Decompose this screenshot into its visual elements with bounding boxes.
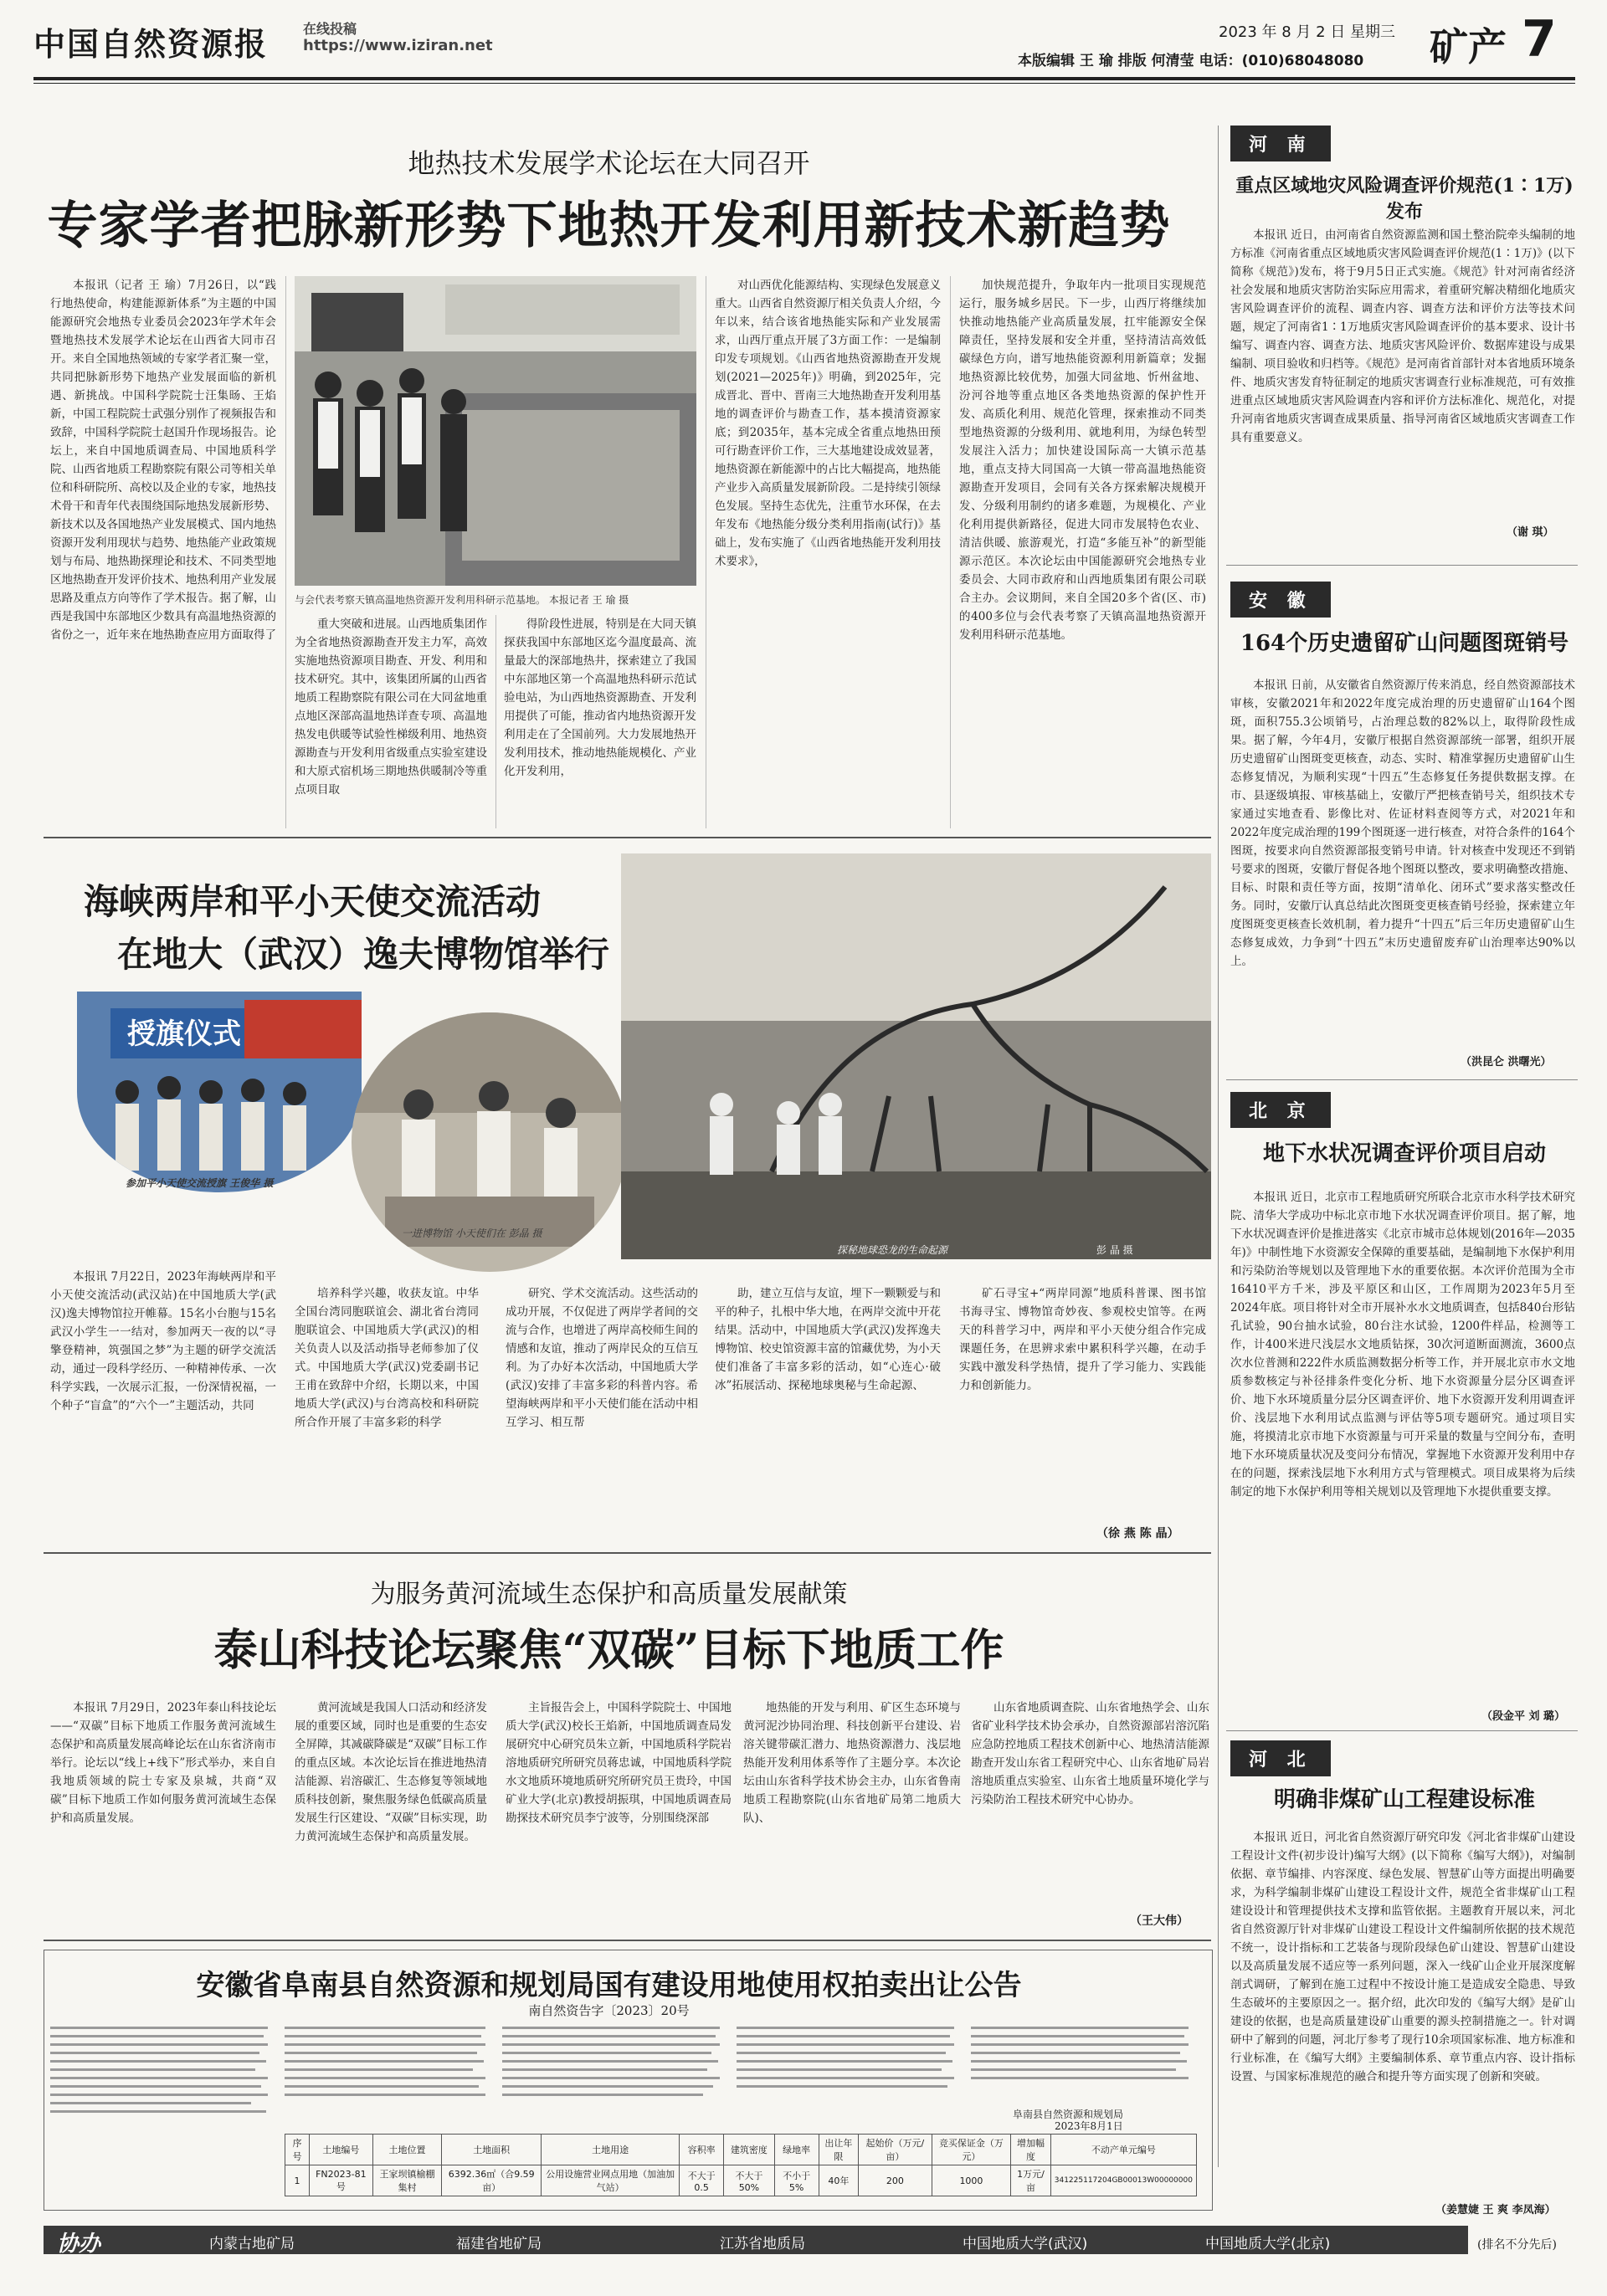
article3-kicker: 为服务黄河流域生态保护和高质量发展献策 xyxy=(370,1580,848,1609)
sidebar-region-anhui: 安 徽 xyxy=(1230,582,1331,618)
sidebar-text-henan xyxy=(1230,226,1575,536)
article2-photo-dino xyxy=(621,853,1211,1259)
article2-col5-text: 矿石寻宝+“两岸同源”地质科普课、图书馆书海寻宝、博物馆奇妙夜、参观校史馆等。在两天的科普学习中，两岸和平小天使分组合作完成课题任务，在思辨求索中累积科学兴趣，在动手实践中激发科学热情，提升了学习能力、实践能力和创新能力。 xyxy=(959,1287,1206,1392)
cell-unit-no: 341225117204GB00013W00000000 xyxy=(1050,2165,1196,2196)
article2-col4 xyxy=(715,1284,941,1544)
th-land-no: 土地编号 xyxy=(309,2135,372,2165)
sidebar-text-hebei xyxy=(1230,1828,1575,2201)
cell-increment: 1万元/亩 xyxy=(1011,2165,1050,2196)
sidebar-text-beijing-p: 本报讯 近日，北京市工程地质研究所联合北京市水科学技术研究院、清华大学成功中标北京市地下水状况调查评价项目。据了解，地下水状况调查评价是推进落实《北京市城市总体规划(2016年—2035年)》中制性地下水资源安全保障的重要基础，是编制地下水保护利用和污染防治等规划以及管理地下水的重要依据。本次评价范围为全市16410平方千米，涉及平原区和山区，工作周期为2023年5月至2024年底。项目将针对全市开展补水水文地质调查，包括840台形钻孔试验，90台抽水试验，80台注水试验，1200件样品，检测等工作，计400米进尺浅层水文地质钻探，30次河道断面测流，3600点次水位普测和222件水质监测数据分析等工作，并开展北京市水文地质参数核定与补径排条件变化分析、地下水资源量分层分区调查评价、地下水环境质量分层分区调查评价、地下水资源开发利用调查评价、浅层地下水利用试点监测与评估等5项专题研究。通过项目实施，将摸清北京市地下水资源量与可开采量的数量与空间分布，查明地下水环境质量状况及变问分布情况，掌握地下水资源开发利用中存在的问题，探索浅层地下水利用方式与管理模式。项目成果将为后续制定的地下水保护利用等相关规划以及管理地下水提供重要支撑。 xyxy=(1230,1191,1575,1499)
cell-land-no: FN2023-81号 xyxy=(309,2165,372,2196)
article3-bottom-rule xyxy=(44,1940,1211,1941)
article2-headline-line1: 海峡两岸和平小天使交流活动 xyxy=(84,881,542,922)
article2-col1-text: 本报讯 7月22日，2023年海峡两岸和平小天使交流活动(武汉站)在中国地质大学(武汉)逸夫博物馆拉开帷幕。15名小台胞与15名武汉小学生一一结对，参加两天一夜的以“寻擎登精神，筑强国之梦”为主题的研学交流活动，通过一段科学经历、一种精神传承、一次科学实践，一次展示汇报，一份深情祝福，一个种子“盲盒”的“六个一”主题活动，共同 xyxy=(50,1270,276,1412)
article1-col5-text: 加快规范提升，争取年内一批项目实现规范运行，服务城乡居民。下一步，山西厅将继续加快推动地热能产业高质量发展，扛牢能源安全保障责任，坚持发展和安全并重，坚持清洁高效低碳绿色方向，谱写地热能资源利用新篇章；发掘地热资源比较优势，加强大同盆地、忻州盆地、汾河谷地等重点地区各类地热资源的保护性开发、高质化利用、规范化管理，探索推动不同类型地热资源的分级利用、就地利用，为绿色转型发展注入活力；加快建设国际高一大镇示范基地，重点支持大同国高一大镇一带高温地热能资源勘查开发项目，会同有关各方探索解决规模开发、分级利用制约的诸多难题，为规模化、产业化利用提供新路径，促进大同市发展特色农业、清洁供暖、旅游观光，打造“多能互补”的新型能源示范区。本次论坛由中国能源研究会地热专业委员会、大同市政府和山西地质集团有限公司联合主办。会议期间，来自全国20多个省(区、市)的400多位与会代表考察了天镇高温地热资源开发利用科研示范基地。 xyxy=(959,279,1206,642)
sidebar-text-henan-p: 本报讯 近日，由河南省自然资源监测和国土整治院牵头编制的地方标准《河南省重点区域地质灾害风险调查评价规范(1∶1万)》(以下简称《规范》)发布，将于9月5日正式实施。《规范》针对河南省经济社会发展和地质灾害防治实际应用需求，着重研究解决精细化地质灾害风险调查评价的流程、调查内容、调查方法和评价方法等技术问题，规定了河南省1∶1万地质灾害风险调查评价的基本要求、设计书编写、调查内容、调查方法、地质灾害风险评价、数据库建设与成果编制、项目验收和归档等。《规范》是河南省首部针对本省地质环境条件、地质灾害发育特征制定的地质灾害调查行业标准规范，可有效推进重点区域地质灾害风险调查内容和评价方法标准化、规范化，对提升河南省地质灾害调查成果质量、指导河南省区域地质灾害调查工作具有重要意义。 xyxy=(1230,228,1575,444)
article2-col3 xyxy=(506,1284,698,1544)
cell-term: 40年 xyxy=(819,2165,858,2196)
th-increment: 增加幅度 xyxy=(1011,2135,1050,2165)
article1-kicker: 地热技术发展学术论坛在大同召开 xyxy=(408,147,810,179)
cell-far: 不大于0.5 xyxy=(680,2165,724,2196)
article1-col3 xyxy=(504,615,696,828)
footer-org-1: 内蒙古地矿局 xyxy=(209,2236,295,2252)
sidebar-author-beijing: （段金平 刘 璐） xyxy=(1481,1710,1566,1723)
article1-col1-text: 本报讯（记者 王 瑜）7月26日，以“践行地热使命，构建能源新体系”为主题的中国能源研究会地热专业委员会2023年学术年会暨地热技术发展学术论坛在山西省大同市召开。来自全国地热领域的专家学者汇聚一堂，共同把脉新形势下地热产业发展面临的新机遇、新挑战。中国科学院院士汪集旸、王焰新，中国工程院院士武强分别作了视频报告和致辞，中国科学院院士赵国升作现场报告。论坛上，来自中国地质调查局、中国地质科学院、山西省地质工程勘察院有限公司等相关单位和科研院所、高校以及企业的专家，地热技术骨干和青年代表围绕国际地热发展新形势、新技术以及各国地热产业发展模式、国内地热资源开发利用现状与趋势、地热能产业政策规划与布局、地热勘探理论和技术、不同类型地区地热勘查开发评价技术、地热利用产业发展思路及重点方向等作了学术报告。据了解，山西是我国中东部地区少数具有高温地热资源的省份之一，近年来在地热勘查应用方面取得了 xyxy=(50,279,276,642)
article1-col3-text: 得阶段性进展，特别是在大同天镇探获我国中东部地区迄今温度最高、流量最大的深部地热井，探索建立了我国中东部地区第一个高温地热科研示范试验电站，为山西地热资源勘查、开发利用提供了可能，推动省内地热资源开发利用走在了全国前列。大力发展地热开发利用技术，推动地热能规模化、产业化开发利用， xyxy=(504,618,696,778)
sidebar-text-hebei-p: 本报讯 近日，河北省自然资源厅研究印发《河北省非煤矿山建设工程设计文件(初步设计)编写大纲》(以下简称《编写大纲》)，对编制依据、章节编排、内容深度、绿色发展、智慧矿山等方面提出明确要求，为科学编制非煤矿山建设工程设计文件，规范全省非煤矿山工程建设设计和管理提供技术支撑和监管依据。主题教育开展以来，河北省自然资源厅针对非煤矿山建设工程设计文件编制所依据的技术规范不统一，设计指标和工艺装备与现阶段绿色矿山建设、智慧矿山建设以及高质量发展不适应等一系列问题，深入一线矿山企业开展深度解剖式调研，了解到在施工过程中不按设计施工是造成安全隐患、导致生态破坏的主要原因之一。据介绍，此次印发的《编写大纲》是矿山建设的依据，也是高质量建设矿山重要的源头控制措施之一。针对调研中了解到的问题，河北厅参考了现行10余项国家标准、地方标准和行业标准，在《编写大纲》主要编制体系、章节重点内容、设计指标设置、与国家标准规范的融合和提升等方面实现了创新和突破。 xyxy=(1230,1831,1575,2083)
th-start-price: 起始价（万元/亩） xyxy=(859,2135,932,2165)
table-row xyxy=(285,2165,1197,2196)
th-unit-no: 不动产单元编号 xyxy=(1050,2135,1196,2165)
masthead-rule xyxy=(33,77,1575,80)
th-seq: 序号 xyxy=(285,2135,310,2165)
th-density: 建筑密度 xyxy=(724,2135,774,2165)
sidebar-text-anhui-p: 本报讯 日前，从安徽省自然资源厅传来消息，经自然资源部技术审核，安徽2021年和2022年度完成治理的历史遗留矿山164个图斑，面积755.3公顷销号，占治理总数的82%以上，取得阶段性成果。据了解，今年4月，安徽厅根据自然资源部统一部署，组织开展历史遗留矿山图斑变更核查，动态、实时、精准掌握历史遗留矿山生态修复情况，为顺利实现“十四五”生态修复任务提供数据支撑。在市、县逐级填报、审核基础上，安徽厅严把核查销号关，组织技术专家通过实地查看、影像比对、佐证材料查阅等方式，对2021年和2022年度完成治理的199个图斑逐一进行核查，对符合条件的164个图斑，按要求向自然资源部报变销号申请。针对核查中发现还不到销号要求的图斑，安徽厅督促各地个图斑以整改，要求明确整改措施、目标、时限和责任等方面，按期“清单化、闭环式”要求落实整改任务。同时，安徽厅认真总结此次图斑变更核查销号经验，探索建立年度图斑变更核查长效机制，着力提升“十四五”后三年历史遗留矿山生态修复成效，力争到“十四五”末历史遗留废弃矿山治理率达90%以上。 xyxy=(1230,679,1575,968)
sidebar-title-hebei: 明确非煤矿山工程建设标准 xyxy=(1273,1787,1535,1812)
article1-bottom-rule xyxy=(44,837,1211,838)
announcement-sign-date: 2023年8月1日 xyxy=(1055,2120,1123,2132)
cell-use: 公用设施营业网点用地（加油加气站） xyxy=(542,2165,680,2196)
th-use: 土地用途 xyxy=(542,2135,680,2165)
article3-col5-text: 山东省地质调查院、山东省地热学会、山东省矿业科学技术协会承办，自然资源部岩溶沉陷应急防控地质工程技术创新中心、地热清洁能源勘查开发山东省工程研究中心、山东省地矿局岩溶地质重点实验室、山东省土地质量环境化学与污染防治工程技术研究中心协办。 xyxy=(971,1701,1209,1807)
article3-author: （王大伟） xyxy=(1130,1914,1189,1928)
article2-photo-flag xyxy=(77,992,362,1192)
article1-col2 xyxy=(295,615,487,828)
sidebar-author-hebei: （姜慧婕 王 爽 李凤海） xyxy=(1435,2204,1556,2217)
article3-col3 xyxy=(506,1699,732,1933)
article1-headline: 专家学者把脉新形势下地热开发利用新技术新趋势 xyxy=(47,197,1171,255)
article3-col5 xyxy=(971,1699,1209,1908)
th-green: 绿地率 xyxy=(774,2135,819,2165)
article1-col5 xyxy=(959,276,1206,828)
sidebar-region-beijing: 北 京 xyxy=(1230,1092,1331,1128)
footer-org-5: 中国地质大学(北京) xyxy=(1205,2236,1331,2252)
cell-green: 不小于5% xyxy=(774,2165,819,2196)
article2-col4-text: 助，建立互信与友谊，埋下一颗颗爱与和平的种子，扎根中华大地，在两岸交流中开花结果。活动中，中国地质大学(武汉)发挥逸夫博物馆、校史馆资源丰富的馆藏优势，为小天使们准备了丰富多彩的活动，如“心连心·破冰”拓展活动、探秘地球奥秘与生命起源、 xyxy=(715,1287,941,1392)
date-line: 2023 年 8 月 2 日 星期三 xyxy=(1219,23,1396,41)
editor-line: 本版编辑 王 瑜 排版 何清莹 电话：(010)68048080 xyxy=(1018,53,1364,69)
cell-location: 王家坝镇榆棚集村 xyxy=(372,2165,441,2196)
sidebar-author-henan: （谢 琪） xyxy=(1507,526,1554,539)
section-name: 矿产 xyxy=(1430,24,1507,69)
th-deposit: 竞买保证金（万元） xyxy=(932,2135,1011,2165)
footer-org-3: 江苏省地质局 xyxy=(720,2236,805,2252)
sidebar-author-anhui: （洪昆仑 洪曙光） xyxy=(1461,1056,1552,1069)
article3-col1 xyxy=(50,1699,276,1933)
footer-label: 协办 xyxy=(57,2232,101,2257)
announcement-table-header xyxy=(285,2135,1197,2165)
article2-col3-text: 研究、学术交流活动。这些活动的成功开展，不仅促进了两岸学者间的交流与合作，也增进了两岸高校师生间的情感和友谊，推动了两岸民众的互信互利。为了办好本次活动，中国地质大学(武汉)安排了丰富多彩的科普内容。希望海峡两岸和平小天使们能在活动中相互学习、相互帮 xyxy=(506,1287,698,1429)
article2-photo2-caption: 一进博物馆 小天使们在 彭晶 摄 xyxy=(402,1227,542,1239)
article3-col2 xyxy=(295,1699,487,1933)
sidebar-region-henan: 河 南 xyxy=(1230,126,1331,161)
article2-col5 xyxy=(959,1284,1206,1523)
article2-photo3-credit: 彭 晶 摄 xyxy=(1096,1244,1133,1256)
article2-col2 xyxy=(295,1284,479,1544)
sidebar-divider xyxy=(1218,126,1219,2167)
cell-area: 6392.36㎡（合9.59亩） xyxy=(442,2165,542,2196)
article2-bottom-rule xyxy=(44,1552,1211,1554)
th-area: 土地面积 xyxy=(442,2135,542,2165)
sidebar-title-anhui: 164个历史遗留矿山问题图斑销号 xyxy=(1240,631,1569,656)
paper-name: 中国自然资源报 xyxy=(33,25,269,63)
article1-photo-caption: 与会代表考察天镇高温地热资源开发利用科研示范基地。 本报记者 王 瑜 摄 xyxy=(295,594,629,606)
sidebar-region-hebei: 河 北 xyxy=(1230,1740,1331,1776)
cell-seq: 1 xyxy=(285,2165,310,2196)
th-location: 土地位置 xyxy=(372,2135,441,2165)
footer-org-4: 中国地质大学(武汉) xyxy=(963,2236,1088,2252)
th-term: 出让年限 xyxy=(819,2135,858,2165)
sidebar-rule-3 xyxy=(1226,1730,1578,1731)
announcement-sign-org: 阜南县自然资源和规划局 xyxy=(1013,2109,1124,2120)
announcement-doc-no: 南自然资告字〔2023〕20号 xyxy=(528,2003,690,2018)
article3-col2-text: 黄河流域是我国人口活动和经济发展的重要区域，同时也是重要的生态安全屏障，其减碳降碳是“双碳”目标工作的重点区域。本次论坛旨在推进地热清洁能源、岩溶碳汇、生态修复等领域地质科技创新，聚焦服务绿色低碳高质量发展生行区建设、“双碳”目标实现，助力黄河流域生态保护和高质量发展。 xyxy=(295,1701,487,1843)
sidebar-title-henan: 重点区域地灾风险调查评价规范(1∶1万)发布 xyxy=(1235,175,1574,223)
svg-text:授旗仪式: 授旗仪式 xyxy=(127,1017,241,1051)
article1-divider-2 xyxy=(495,615,496,828)
article1-divider-1 xyxy=(285,276,286,828)
submit-url[interactable]: https://www.iziran.net xyxy=(303,37,493,54)
cell-start-price: 200 xyxy=(859,2165,932,2196)
announcement-title: 安徽省阜南县自然资源和规划局国有建设用地使用权拍卖出让公告 xyxy=(196,1969,1022,2002)
article3-col3-text: 主旨报告会上，中国科学院院士、中国地质大学(武汉)校长王焰新，中国地质调查局发展研究中心研究员朱立新，中国地质科学院岩溶地质研究所研究员蒋忠诚，中国地质科学院水文地质环境地质研究所研究员王贵玲，中国矿业大学(北京)教授胡振琪，中国地质调查局勘探技术研究员李宁波等，分别围绕深部 xyxy=(506,1701,732,1825)
article3-col4 xyxy=(743,1699,961,1933)
article2-col2-text: 培养科学兴趣，收获友谊。中华全国台湾同胞联谊会、湖北省台湾同胞联谊会、中国地质大学(武汉)的相关负责人以及活动指导老师参加了仪式。中国地质大学(武汉)党委副书记王甫在致辞中介绍，长期以来，中国地质大学(武汉)与台湾高校和科研院所合作开展了丰富多彩的科学 xyxy=(295,1287,479,1429)
sidebar-text-beijing xyxy=(1230,1188,1575,1715)
masthead-rule-thin xyxy=(33,83,1575,84)
article3-col1-text: 本报讯 7月29日，2023年泰山科技论坛——“双碳”目标下地质工作服务黄河流域生态保护和高质量发展高峰论坛在山东省济南市举行。论坛以“线上+线下”形式举办，来自自我地质领域的院士专家及泉城，共商“双碳”目标下地质工作如何服务黄河流域生态保护和高质量发展。 xyxy=(50,1701,276,1825)
article2-photo1-caption: 参加平小天使交流授旗 王俊华 摄 xyxy=(126,1177,274,1189)
sidebar-text-anhui xyxy=(1230,676,1575,1065)
sidebar-rule-1 xyxy=(1226,565,1578,566)
announcement-table-wrap xyxy=(285,2134,1197,2196)
article1-col1 xyxy=(50,276,276,828)
article1-divider-4 xyxy=(950,276,951,828)
article2-col1 xyxy=(50,1268,276,1544)
article2-headline-line2: 在地大（武汉）逸夫博物馆举行 xyxy=(117,934,610,975)
article1-col4 xyxy=(715,276,941,828)
article1-photo xyxy=(295,276,696,586)
article1-col4-text: 对山西优化能源结构、实现绿色发展意义重大。山西省自然资源厅相关负责人介绍，今年以来，结合该省地热能实际和产业发展需求，山西厅重点开展了3方面工作：一是编制印发专项规划。《山西省地热资源勘查开发规划(2021—2025年)》明确，到2025年，完成晋北、晋中、晋南三大地热勘查开发利用基地的调查评价与勘查工作，基本摸清资源家底；到2035年，基本完成全省重点地热田预可行勘查评价工作，三大基地建设成效显著，地热资源在新能源中的占比大幅提高，地热能产业步入高质量发展新阶段。二是持续引领绿色发展。坚持生态优先，注重节水环保，在去年发布《地热能分级分类利用指南(试行)》基础上，发布实施了《山西省地热能开发利用技术要求》， xyxy=(715,279,941,568)
sidebar-rule-2 xyxy=(1226,1079,1578,1080)
cell-density: 不大于50% xyxy=(724,2165,774,2196)
article3-headline: 泰山科技论坛聚焦“双碳”目标下地质工作 xyxy=(213,1625,1004,1676)
article2-photo3-caption: 探秘地球恐龙的生命起源 xyxy=(837,1244,948,1256)
th-far: 容积率 xyxy=(680,2135,724,2165)
article3-col4-text: 地热能的开发与利用、矿区生态环境与黄河泥沙协同治理、科技创新平台建设、岩溶关键带碳汇潜力、地热资源潜力、浅层地热能开发利用体系等作了主题分享。本次论坛由山东省科学技术协会主办，山东省鲁南地质工程勘察院(山东省地矿局第二地质大队)、 xyxy=(743,1701,961,1825)
footer-note: (排名不分先后) xyxy=(1477,2238,1557,2252)
cell-deposit: 1000 xyxy=(932,2165,1011,2196)
page-number: 7 xyxy=(1522,10,1557,69)
sidebar-title-beijing: 地下水状况调查评价项目启动 xyxy=(1262,1141,1546,1166)
footer-org-2: 福建省地矿局 xyxy=(456,2236,542,2252)
article1-col2-text: 重大突破和进展。山西地质集团作为全省地热资源勘查开发主力军，高效实施地热资源项目勘查、开发、利用和技术研究。其中，该集团所属的山西省地质工程勘察院有限公司在大同盆地重点地区深部高温地热详查专项、高温地热发电供暖等试验性梯级利用、地热资源勘查与开发利用省级重点实验室建设和大原式宿机场三期地热供暖制冷等重点项目取 xyxy=(295,618,487,797)
article2-author: （徐 燕 陈 晶） xyxy=(1096,1527,1179,1540)
announcement-table xyxy=(285,2134,1197,2196)
submit-label: 在线投稿 xyxy=(303,21,357,37)
